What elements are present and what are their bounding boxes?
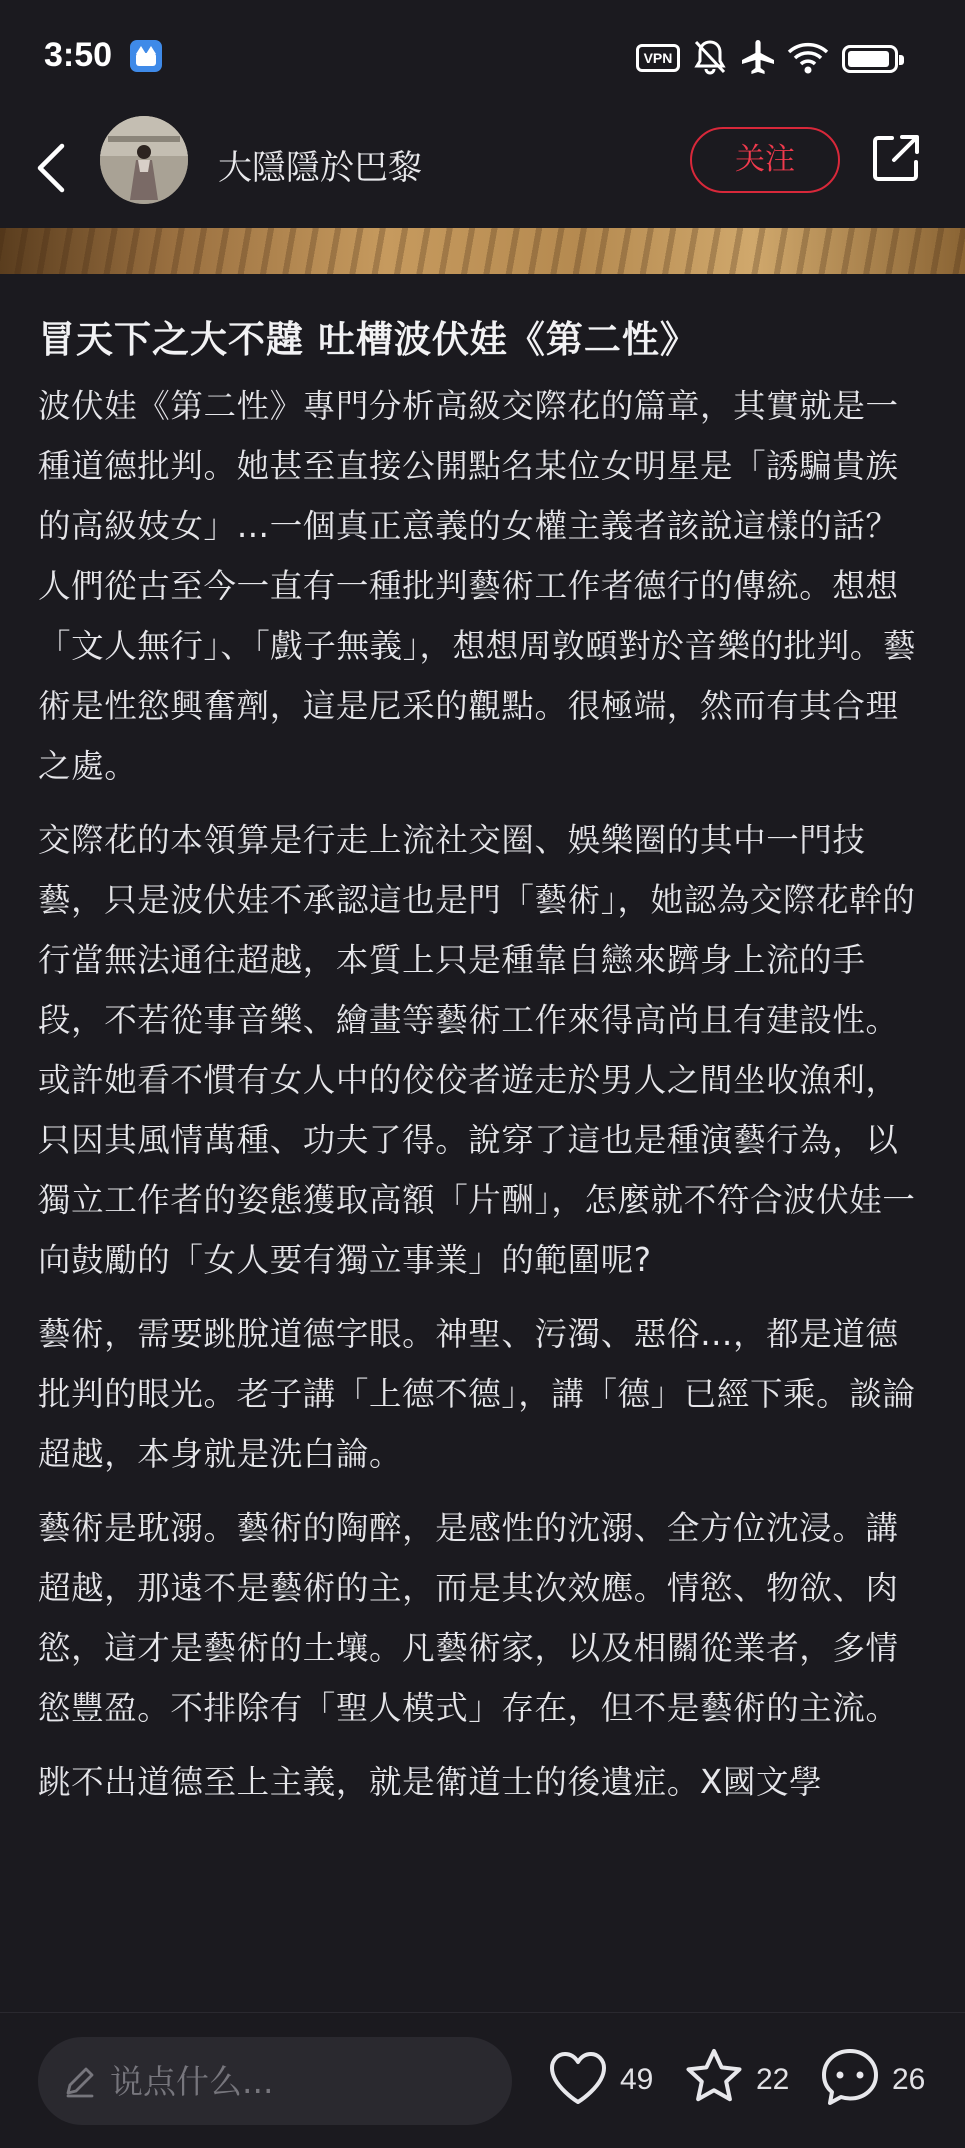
airplane-mode-icon: [738, 38, 778, 76]
favorite-count: 22: [756, 2063, 790, 2096]
comment-box[interactable]: [38, 2037, 512, 2125]
comment-button[interactable]: [818, 2043, 938, 2119]
article-body: [38, 274, 926, 2010]
like-button[interactable]: [546, 2043, 666, 2119]
vpn-icon: VPN: [636, 44, 680, 72]
comment-input[interactable]: [110, 2055, 490, 2107]
like-count: 49: [620, 2063, 654, 2096]
author-name[interactable]: 大隱隱於巴黎: [218, 148, 422, 188]
app-notification-icon: [130, 40, 162, 72]
comment-bubble-icon: [818, 2045, 882, 2109]
share-icon[interactable]: [868, 130, 924, 186]
top-navigation: [0, 112, 965, 228]
author-avatar[interactable]: [100, 116, 188, 204]
heart-icon: [546, 2047, 610, 2111]
back-button[interactable]: [30, 138, 74, 198]
battery-icon: [842, 45, 898, 73]
avatar-photo: [100, 116, 188, 204]
article-paragraph: 交際花的本領算是行走上流社交圈、娛樂圈的其中一門技藝，只是波伏娃不承認這也是門「藝術」，她認為交際花幹的行當無法通往超越，本質上只是種靠自戀來躋身上流的手段，不若從事音樂、繪畫等藝術工作來得高尚且有建設性。或許她看不慣有女人中的佼佼者遊走於男人之間坐收漁利，只因其風情萬種、功夫了得。說穿了這也是種演藝行為，以獨立工作者的姿態獲取高額「片酬」，怎麼就不符合波伏娃一向鼓勵的「女人要有獨立事業」的範圍呢?: [38, 821, 916, 1280]
article-paragraph: 跳不出道德至上主義，就是衛道士的後遺症。X國文學: [38, 1763, 823, 1802]
status-bar: [0, 0, 965, 112]
comment-count: 26: [892, 2063, 926, 2096]
favorite-button[interactable]: [682, 2043, 802, 2119]
bottom-action-bar: [0, 2012, 965, 2148]
article-paragraph: 波伏娃《第二性》專門分析高級交際花的篇章，其實就是一種道德批判。她甚至直接公開點名某位女明星是「誘騙貴族的高級妓女」…一個真正意義的女權主義者該說這樣的話？人們從古至今一直有一種批判藝術工作者德行的傳統。想想「文人無行」、「戲子無義」，想想周敦頤對於音樂的批判。藝術是性慾興奮劑，這是尼采的觀點。很極端，然而有其合理之處。: [38, 387, 917, 786]
star-icon: [682, 2045, 746, 2109]
article-title: 冒天下之大不韙 吐槽波伏娃《第二性》: [38, 318, 698, 361]
cover-image[interactable]: [0, 228, 965, 274]
wifi-icon: [786, 38, 830, 76]
status-time: 3:50: [44, 36, 113, 74]
follow-button[interactable]: 关注: [690, 127, 840, 193]
article-paragraph: 藝術是耽溺。藝術的陶醉，是感性的沈溺、全方位沈浸。講超越，那遠不是藝術的主，而是其次效應。情慾、物欲、肉慾，這才是藝術的土壤。凡藝術家，以及相關從業者，多情慾豐盈。不排除有「聖人模式」存在，但不是藝術的主流。: [38, 1509, 899, 1728]
mute-bell-icon: [692, 38, 728, 76]
article-paragraph: 藝術，需要跳脫道德字眼。神聖、污濁、惡俗…，都是道德批判的眼光。老子講「上德不德」，講「德」已經下乘。談論超越，本身就是洗白論。: [38, 1315, 916, 1474]
pencil-icon: [62, 2063, 98, 2099]
